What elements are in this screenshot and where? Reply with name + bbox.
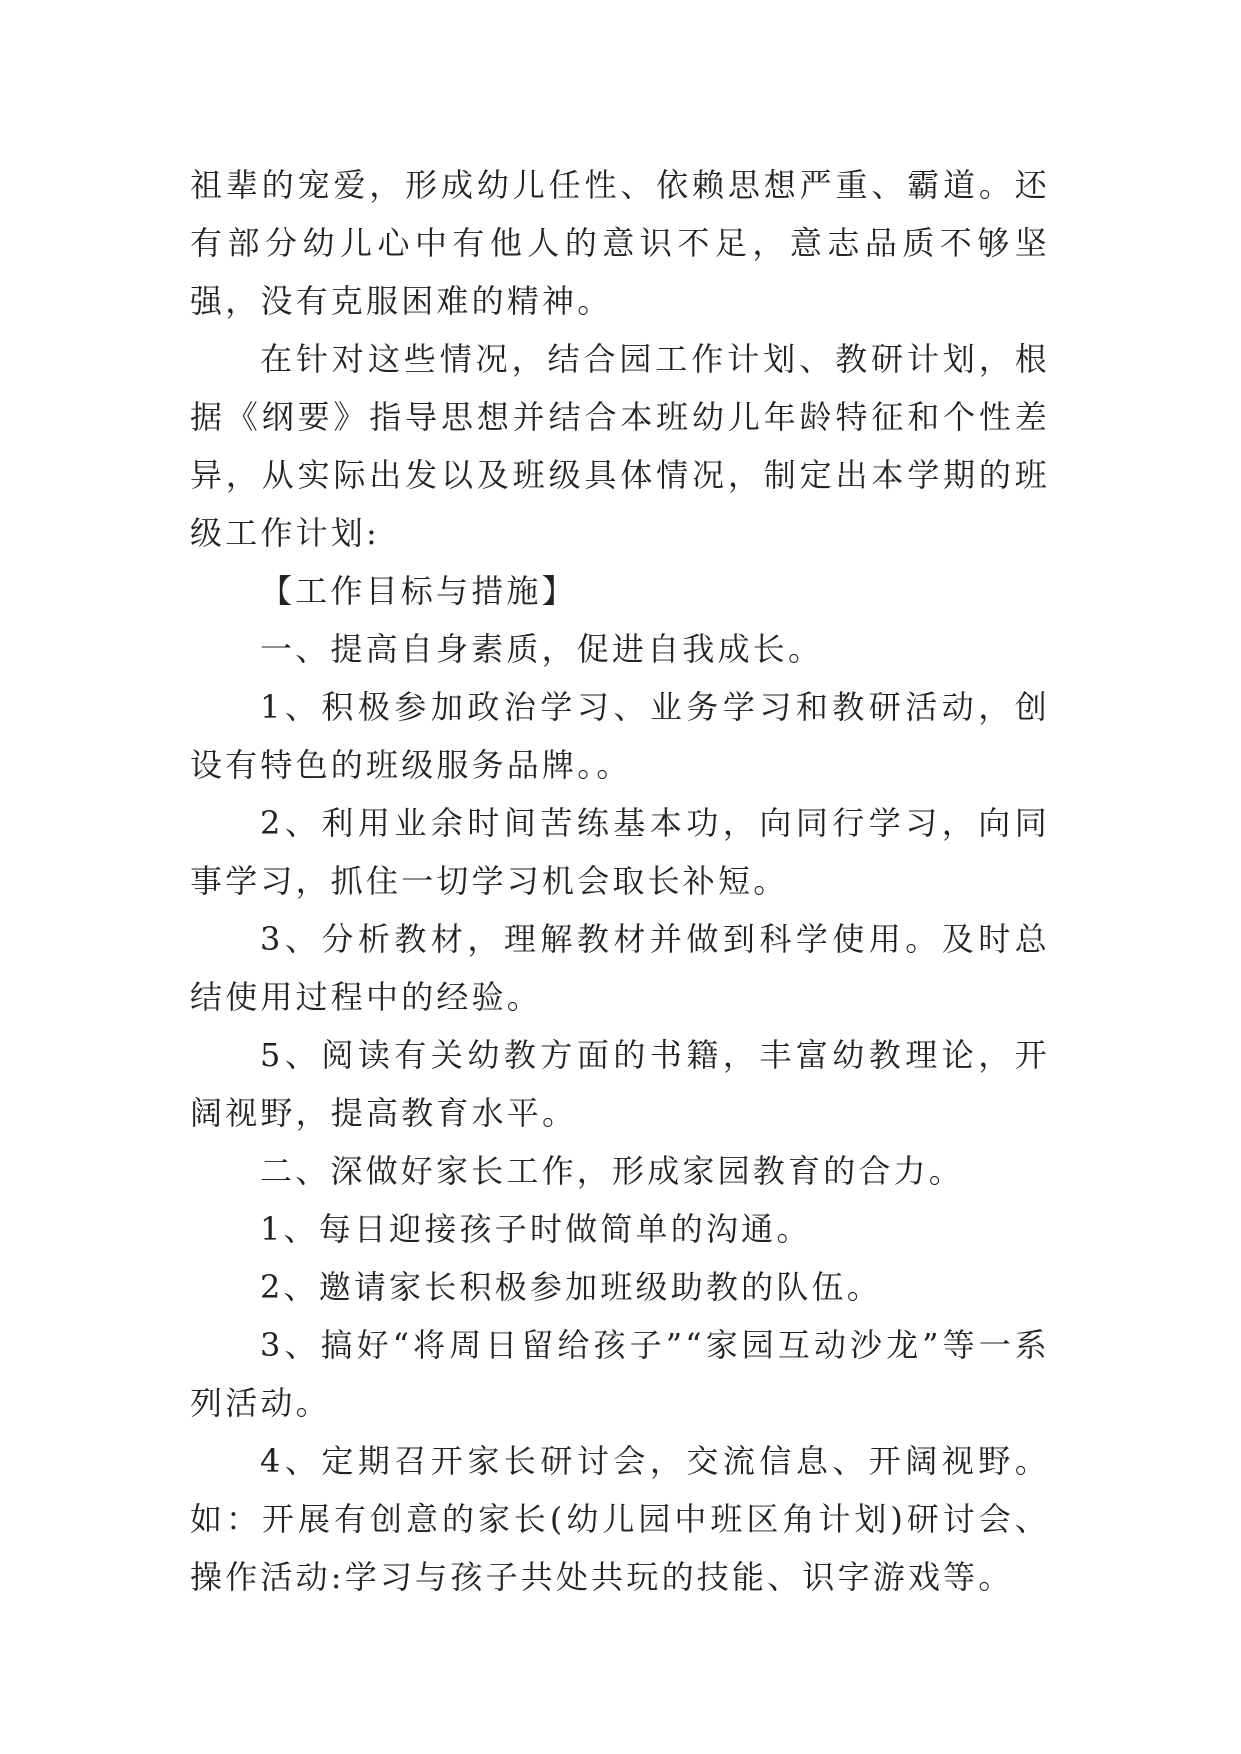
list-item: 3、分析教材，理解教材并做到科学使用。及时总结使用过程中的经验。	[190, 920, 1050, 1016]
list-item: 2、邀请家长积极参加班级助教的队伍。	[260, 1268, 882, 1306]
paragraph: 在针对这些情况，结合园工作计划、教研计划，根据《纲要》指导思想并结合本班幼儿年龄特征和个性差异，从实际出发以及班级具体情况，制定出本学期的班级工作计划:	[190, 340, 1050, 552]
paragraph: 祖辈的宠爱，形成幼儿任性、依赖思想严重、霸道。还有部分幼儿心中有他人的意识不足，意志品质不够坚强，没有克服困难的精神。	[190, 166, 1050, 320]
section-heading: 一、提高自身素质，促进自我成长。	[260, 630, 824, 668]
section-heading: 二、深做好家长工作，形成家园教育的合力。	[260, 1152, 965, 1190]
section-heading: 【工作目标与措施】	[260, 572, 577, 610]
list-item: 1、每日迎接孩子时做简单的沟通。	[260, 1210, 812, 1248]
list-item: 2、利用业余时间苦练基本功，向同行学习，向同事学习，抓住一切学习机会取长补短。	[190, 804, 1050, 900]
document-body	[190, 156, 1050, 1606]
list-item: 5、阅读有关幼教方面的书籍，丰富幼教理论，开阔视野，提高教育水平。	[190, 1036, 1050, 1132]
list-item: 3、搞好“将周日留给孩子”“家园互动沙龙”等一系列活动。	[190, 1326, 1050, 1422]
list-item: 4、定期召开家长研讨会，交流信息、开阔视野。如：开展有创意的家长(幼儿园中班区角计划)研讨会、操作活动:学习与孩子共处共玩的技能、识字游戏等。	[190, 1442, 1050, 1596]
list-item: 1、积极参加政治学习、业务学习和教研活动，创设有特色的班级服务品牌。。	[190, 688, 1050, 784]
